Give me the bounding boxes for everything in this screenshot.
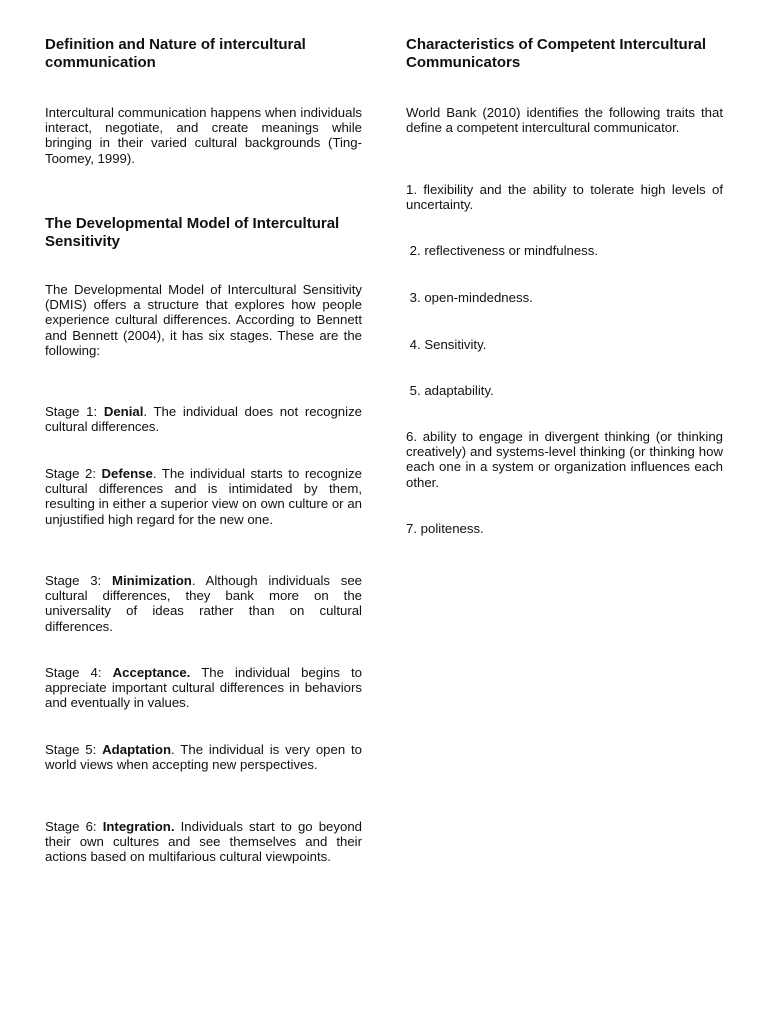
stage-name: Integration.: [102, 819, 175, 834]
trait-item: 6. ability to engage in divergent thinking (or thinking creatively) and systems-level thinking (or thinking how each one in a system or organization influences each other.: [406, 429, 723, 490]
stage-prefix: Stage 2:: [45, 466, 102, 481]
heading-characteristics: Characteristics of Competent Intercultural Communicators: [406, 36, 707, 71]
dmis-intro-paragraph: The Developmental Model of Intercultural Sensitivity (DMIS) offers a structure that explores how people experience cultural differences. According to Bennett and Bennett (2004), it has six stages. These are the following:: [45, 282, 362, 358]
stage-text: . The individual does not recognize cultural differences.: [45, 404, 362, 435]
trait-item: 2. reflectiveness or mindfulness.: [406, 243, 599, 258]
stage-2-paragraph: [45, 466, 362, 527]
trait-item: 5. adaptability.: [406, 383, 494, 398]
stage-prefix: Stage 5:: [45, 742, 103, 757]
trait-item: 3. open-mindedness.: [406, 290, 533, 305]
stage-name: Defense: [101, 466, 153, 481]
stage-name: Denial: [103, 404, 144, 419]
trait-item: 1. flexibility and the ability to tolerate high levels of uncertainty.: [406, 182, 723, 213]
stage-prefix: Stage 3:: [45, 573, 112, 588]
stage-5-paragraph: [45, 742, 362, 772]
stage-prefix: Stage 4:: [45, 665, 113, 680]
heading-definition: Definition and Nature of intercultural communication: [45, 36, 306, 71]
heading-dmis: The Developmental Model of Intercultural Sensitivity: [45, 215, 340, 250]
stage-text: . The individual is very open to world views when accepting new perspectives.: [45, 742, 362, 773]
trait-item: 7. politeness.: [406, 521, 484, 536]
stage-4-paragraph: [45, 665, 362, 711]
stage-text: . The individual starts to recognize cultural differences and is intimidated by them, resulting in either a superior view on own culture or an unjustified high regard for the new one.: [45, 466, 362, 527]
traits-intro-paragraph: World Bank (2010) identifies the following traits that define a competent intercultural communicator.: [406, 105, 723, 136]
stage-6-paragraph: [45, 819, 362, 865]
stage-3-paragraph: [45, 573, 362, 634]
stage-name: Adaptation: [102, 742, 172, 757]
trait-item: 4. Sensitivity.: [406, 337, 487, 352]
stage-text: The individual begins to appreciate important cultural differences in behaviors and eventually in values.: [45, 665, 363, 711]
stage-name: Acceptance.: [112, 665, 191, 680]
stage-1-paragraph: [45, 404, 362, 434]
stage-text: Individuals start to go beyond their own cultures and see themselves and their actions based on multifarious cultural viewpoints.: [45, 819, 362, 865]
stage-prefix: Stage 6:: [45, 819, 103, 834]
stage-text: . Although individuals see cultural differences, they bank more on the universality of ideas rather than on cultural differences.: [45, 573, 362, 634]
definition-paragraph: Intercultural communication happens when individuals interact, negotiate, and create meanings while bringing in their varied cultural backgrounds (Ting-Toomey, 1999).: [45, 105, 362, 166]
stage-name: Minimization: [112, 573, 192, 588]
stage-prefix: Stage 1:: [45, 404, 104, 419]
